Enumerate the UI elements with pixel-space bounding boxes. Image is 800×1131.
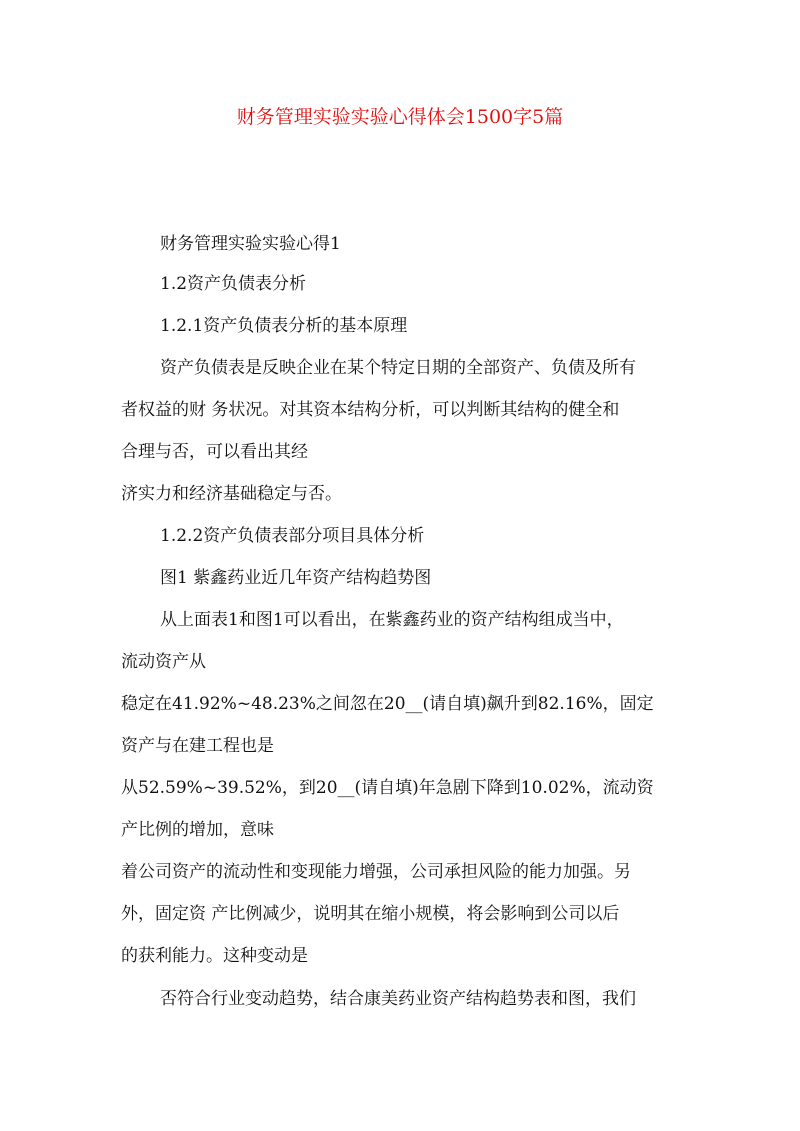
figure-caption: 图1 紫鑫药业近几年资产结构趋势图 (160, 568, 432, 588)
paragraph-line: 稳定在41.92%~48.23%之间忽在20__(请自填)飙升到82.16%，固定 (121, 694, 654, 714)
paragraph-line: 合理与否，可以看出其经 (121, 442, 308, 462)
paragraph-line: 否符合行业变动趋势，结合康美药业资产结构趋势表和图，我们 (160, 989, 636, 1009)
paragraph-line: 从52.59%~39.52%，到20__(请自填)年急剧下降到10.02%，流动资 (121, 778, 654, 798)
paragraph-line: 的获利能力。这种变动是 (121, 946, 308, 966)
paragraph-line: 着公司资产的流动性和变现能力增强，公司承担风险的能力加强。另 (121, 862, 631, 882)
paragraph-line: 外，固定资 产比例减少，说明其在缩小规模，将会影响到公司以后 (121, 904, 620, 924)
paragraph-line: 济实力和经济基础稳定与否。 (121, 484, 342, 504)
subsection-heading: 1.2.1资产负债表分析的基本原理 (160, 316, 408, 336)
section-heading: 财务管理实验实验心得1 (160, 234, 341, 254)
paragraph-line: 产比例的增加，意味 (121, 820, 274, 840)
paragraph-line: 资产负债表是反映企业在某个特定日期的全部资产、负债及所有 (160, 358, 636, 378)
paragraph-line: 流动资产从 (121, 652, 206, 672)
paragraph-line: 资产与在建工程也是 (121, 736, 274, 756)
subsection-heading: 1.2资产负债表分析 (160, 274, 307, 294)
subsection-heading: 1.2.2资产负债表部分项目具体分析 (160, 526, 425, 546)
paragraph-line: 从上面表1和图1可以看出，在紫鑫药业的资产结构组成当中， (160, 610, 624, 630)
paragraph-line: 者权益的财 务状况。对其资本结构分析，可以判断其结构的健全和 (121, 400, 620, 420)
document-title: 财务管理实验实验心得体会1500字5篇 (236, 106, 564, 128)
